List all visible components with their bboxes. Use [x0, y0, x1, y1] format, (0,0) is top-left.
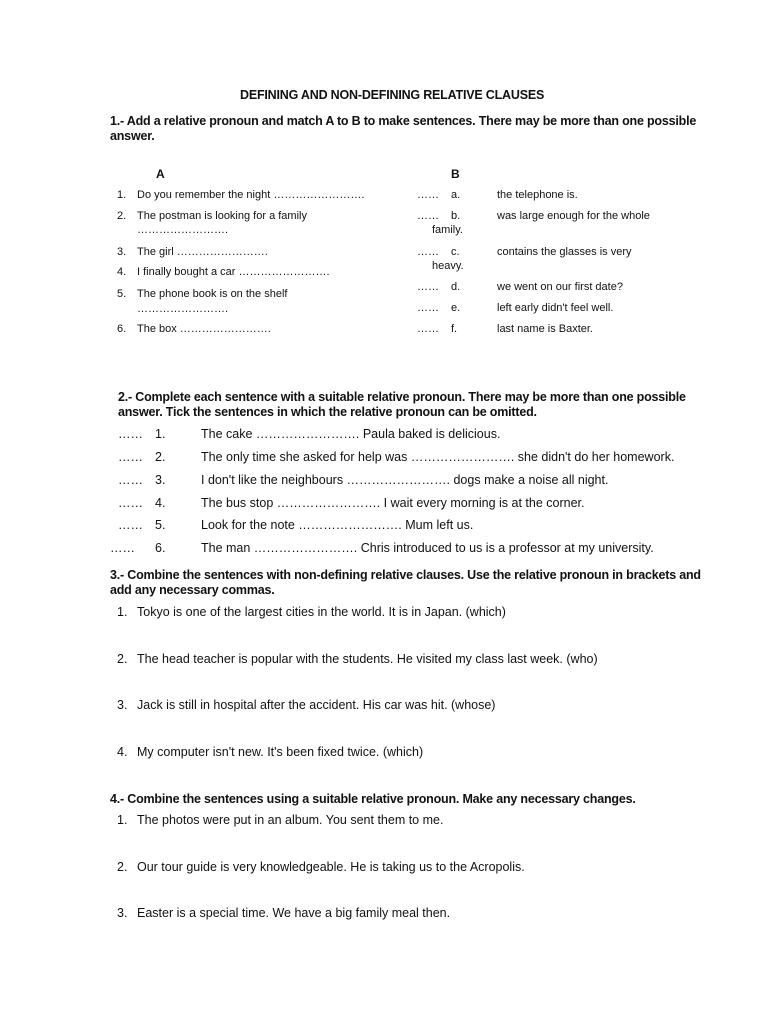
a-item-text: I finally bought a car …………………….: [137, 266, 330, 278]
b-item-text: last name is Baxter.: [497, 323, 593, 335]
a-item-number: 4.: [117, 266, 127, 278]
item-number: 3.: [117, 906, 128, 920]
tick-blank: ……: [118, 496, 143, 510]
item-text: The cake ……………………. Paula baked is delicious.: [201, 427, 501, 441]
b-item-text-cont: heavy.: [432, 260, 464, 272]
b-item-letter: d.: [451, 281, 461, 293]
section1-heading-line1: 1.- Add a relative pronoun and match A to B to make sentences. There may be more than one possible: [110, 114, 697, 128]
b-item-text: we went on our first date?: [497, 281, 623, 293]
item-number: 2.: [117, 652, 128, 666]
section1-heading-line2: answer.: [110, 129, 155, 143]
b-item-blank: ……: [417, 210, 439, 222]
item-number: 3.: [117, 698, 128, 712]
item-text: Easter is a special time. We have a big family meal then.: [137, 906, 451, 920]
item-number: 3.: [155, 473, 166, 487]
column-b-label: B: [451, 167, 460, 181]
item-number: 5.: [155, 518, 166, 532]
item-text: The photos were put in an album. You sent them to me.: [137, 813, 444, 827]
a-item-number: 2.: [117, 210, 127, 222]
a-item-text: The postman is looking for a family: [137, 210, 307, 222]
tick-blank: ……: [118, 518, 143, 532]
item-text: Our tour guide is very knowledgeable. He is taking us to the Acropolis.: [137, 860, 525, 874]
b-item-letter: b.: [451, 210, 461, 222]
b-item-blank: ……: [417, 302, 439, 314]
item-text: The only time she asked for help was ……………………. she didn't do her homework.: [201, 450, 675, 464]
item-number: 4.: [117, 745, 128, 759]
item-number: 1.: [155, 427, 166, 441]
section3-heading-line2: add any necessary commas.: [110, 583, 275, 597]
a-item-number: 3.: [117, 246, 127, 258]
item-text: Tokyo is one of the largest cities in the world. It is in Japan. (which): [137, 605, 506, 619]
tick-blank: ……: [118, 427, 143, 441]
item-text: Jack is still in hospital after the accident. His car was hit. (whose): [137, 698, 496, 712]
b-item-letter: c.: [451, 246, 460, 258]
page-title: DEFINING AND NON-DEFINING RELATIVE CLAUSES: [240, 88, 545, 102]
item-number: 2.: [155, 450, 166, 464]
a-item-text: Do you remember the night …………………….: [137, 189, 365, 201]
item-text: I don't like the neighbours ……………………. dogs make a noise all night.: [201, 473, 609, 487]
b-item-letter: a.: [451, 189, 461, 201]
tick-blank: ……: [110, 541, 135, 555]
b-item-blank: ……: [417, 281, 439, 293]
a-item-number: 1.: [117, 189, 127, 201]
b-item-text: contains the glasses is very: [497, 246, 632, 258]
column-a-label: A: [156, 167, 165, 181]
a-item-text-cont: …………………….: [137, 224, 229, 236]
b-item-letter: f.: [451, 323, 458, 335]
a-item-number: 5.: [117, 288, 127, 300]
tick-blank: ……: [118, 473, 143, 487]
item-number: 1.: [117, 605, 128, 619]
item-text: My computer isn't new. It's been fixed twice. (which): [137, 745, 424, 759]
a-item-text: The box …………………….: [137, 323, 271, 335]
a-item-text: The girl …………………….: [137, 246, 268, 258]
section4-heading: 4.- Combine the sentences using a suitable relative pronoun. Make any necessary changes.: [110, 792, 636, 806]
section2-heading-line2: answer. Tick the sentences in which the relative pronoun can be omitted.: [118, 405, 537, 419]
item-text: The head teacher is popular with the students. He visited my class last week. (who): [137, 652, 598, 666]
b-item-text: was large enough for the whole: [497, 210, 650, 222]
item-text: Look for the note ……………………. Mum left us.: [201, 518, 474, 532]
b-item-blank: ……: [417, 189, 439, 201]
item-text: The bus stop ……………………. I wait every morning is at the corner.: [201, 496, 585, 510]
b-item-blank: ……: [417, 323, 439, 335]
a-item-text: The phone book is on the shelf: [137, 288, 288, 300]
item-number: 6.: [155, 541, 166, 555]
section3-heading-line1: 3.- Combine the sentences with non-defining relative clauses. Use the relative pronoun in brackets and: [110, 568, 701, 582]
a-item-text-cont: …………………….: [137, 303, 229, 315]
b-item-letter: e.: [451, 302, 461, 314]
b-item-text: the telephone is.: [497, 189, 578, 201]
item-text: The man ……………………. Chris introduced to us is a professor at my university.: [201, 541, 654, 555]
section2-heading-line1: 2.- Complete each sentence with a suitable relative pronoun. There may be more than one possible: [118, 390, 686, 404]
item-number: 1.: [117, 813, 128, 827]
item-number: 2.: [117, 860, 128, 874]
b-item-text-cont: family.: [432, 224, 463, 236]
b-item-blank: ……: [417, 246, 439, 258]
a-item-number: 6.: [117, 323, 127, 335]
item-number: 4.: [155, 496, 166, 510]
tick-blank: ……: [118, 450, 143, 464]
b-item-text: left early didn't feel well.: [497, 302, 614, 314]
